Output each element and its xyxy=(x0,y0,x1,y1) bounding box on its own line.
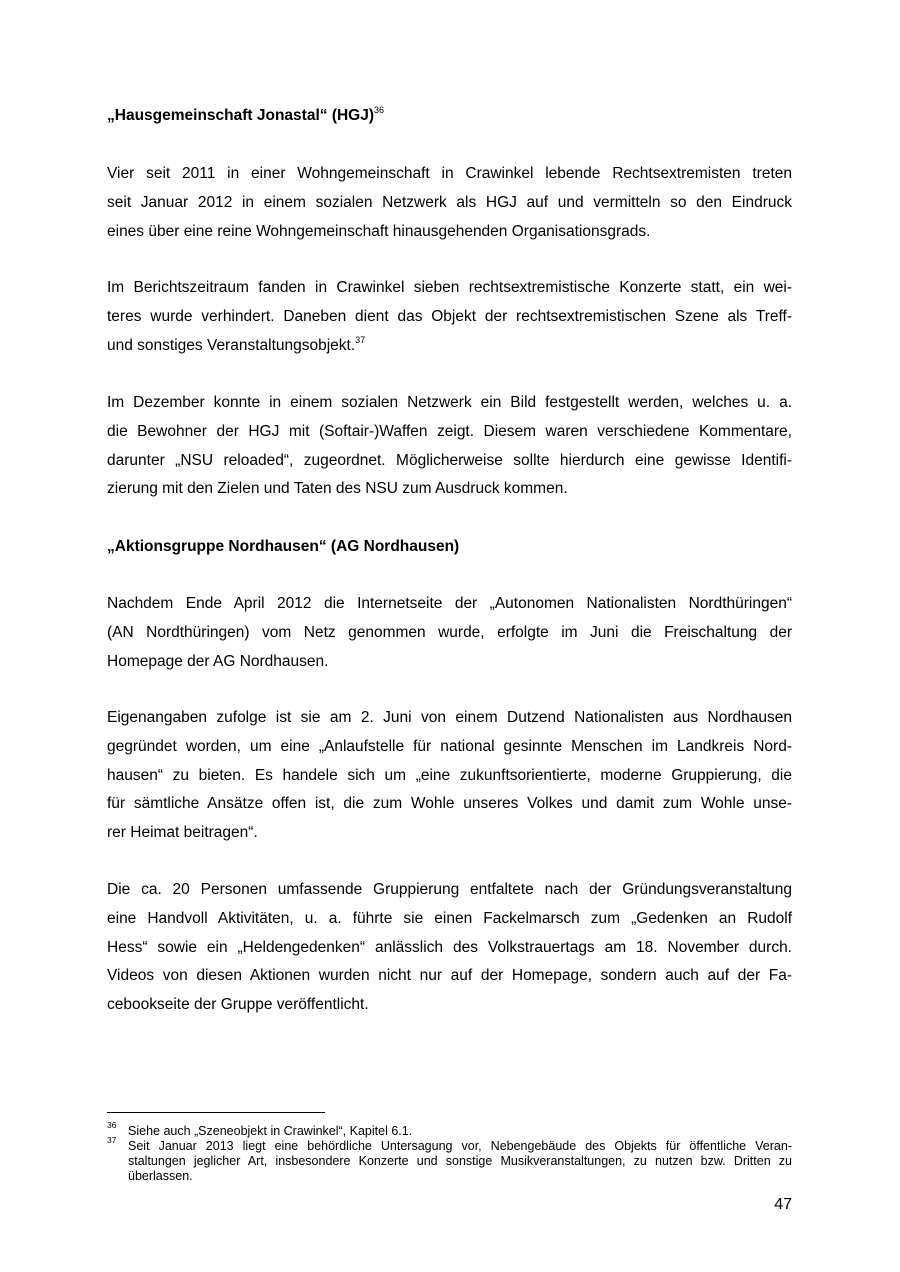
text-line: Hess“ sowie ein „Heldengedenken“ anlässlich des Volkstrauertags am 18. November durch. xyxy=(107,938,792,956)
paragraph-hgj-2 xyxy=(107,274,792,360)
text-line: hausen“ zu bieten. Es handele sich um „eine zukunftsorientierte, moderne Gruppierung, die xyxy=(107,766,792,784)
text-line: Nachdem Ende April 2012 die Internetseite der „Autonomen Nationalisten Nordthüringen“ xyxy=(107,595,792,612)
footnote-36 xyxy=(107,1120,792,1139)
footnote-line: staltungen jeglicher Art, insbesondere Konzerte und sonstige Musikveranstaltungen, zu nutzen bzw. Dritten zu xyxy=(128,1154,792,1168)
text-line: Im Dezember konnte in einem sozialen Netzwerk ein Bild festgestellt werden, welches u. a. xyxy=(107,394,792,411)
text-line: Die ca. 20 Personen umfassende Gruppierung entfaltete nach der Gründungsveranstaltung xyxy=(107,881,792,898)
text-line: Homepage der AG Nordhausen. xyxy=(107,652,329,670)
text-line: Videos von diesen Aktionen wurden nicht nur auf der Homepage, sondern auch auf der Fa- xyxy=(107,967,792,985)
text-line: für sämtliche Ansätze offen ist, die zum Wohle unseres Volkes und damit zum Wohle unse- xyxy=(107,795,792,813)
text-line: die Bewohner der HGJ mit (Softair-)Waffen zeigt. Diesem waren verschiedene Kommentare, xyxy=(107,422,792,440)
footnote-line: Siehe auch „Szeneobjekt in Crawinkel“, Kapitel 6.1. xyxy=(128,1124,413,1138)
section-heading-hgj: „Hausgemeinschaft Jonastal“ (HGJ)$^{36}$ xyxy=(107,105,385,124)
text-line: darunter „NSU reloaded“, zugeordnet. Möglicherweise sollte hierdurch eine gewisse Identifi- xyxy=(107,451,792,469)
footnote-line: überlassen. xyxy=(128,1169,193,1183)
paragraph-hgj-1 xyxy=(107,160,792,246)
text-line: seit Januar 2012 in einem sozialen Netzwerk als HGJ auf und vermitteln so den Eindruck xyxy=(107,193,792,211)
text-line: und sonstiges Veranstaltungsobjekt.$^{37}$ xyxy=(107,334,366,354)
footnote-ref-37[interactable]: 37 xyxy=(355,334,366,345)
paragraph-hgj-3 xyxy=(107,389,792,504)
paragraph-ag-1 xyxy=(107,590,792,676)
footnote-number: 37 xyxy=(107,1135,117,1145)
text-line: eines über eine reine Wohngemeinschaft hinausgehenden Organisationsgrads. xyxy=(107,222,651,240)
text-line: Eigenangaben zufolge ist sie am 2. Juni von einem Dutzend Nationalisten aus Nordhausen xyxy=(107,709,792,726)
text-line: gegründet worden, um eine „Anlaufstelle für national gesinnte Menschen im Landkreis Nord- xyxy=(107,737,792,755)
text-line: eine Handvoll Aktivitäten, u. a. führte sie einen Fackelmarsch zum „Gedenken an Rudolf xyxy=(107,909,792,927)
footnote-separator xyxy=(107,1112,325,1113)
paragraph-ag-2 xyxy=(107,704,792,848)
text-line: Im Berichtszeitraum fanden in Crawinkel sieben rechtsextremistische Konzerte statt, ein wei- xyxy=(107,279,792,296)
text-line: cebookseite der Gruppe veröffentlicht. xyxy=(107,996,369,1014)
text-line: rer Heimat beitragen“. xyxy=(107,824,258,842)
text-line: zierung mit den Zielen und Taten des NSU zum Ausdruck kommen. xyxy=(107,480,568,498)
footnote-number: 36 xyxy=(107,1120,117,1130)
text-line: (AN Nordthüringen) vom Netz genommen wurde, erfolgte im Juni die Freischaltung der xyxy=(107,623,792,641)
paragraph-ag-3 xyxy=(107,876,792,1020)
section-heading-ag-nordhausen: „Aktionsgruppe Nordhausen“ (AG Nordhausen) xyxy=(107,538,460,555)
page-number: 47 xyxy=(774,1196,792,1213)
footnote-37 xyxy=(107,1135,792,1184)
footnote-line: Seit Januar 2013 liegt eine behördliche Untersagung vor, Nebengebäude des Objekts für öffentliche Veran- xyxy=(128,1139,792,1153)
text-line: Vier seit 2011 in einer Wohngemeinschaft in Crawinkel lebende Rechtsextremisten treten xyxy=(107,165,792,182)
footnote-ref-36[interactable]: 36 xyxy=(374,105,385,115)
text-line: teres wurde verhindert. Daneben dient das Objekt der rechtsextremistischen Szene als Treff- xyxy=(107,307,792,325)
